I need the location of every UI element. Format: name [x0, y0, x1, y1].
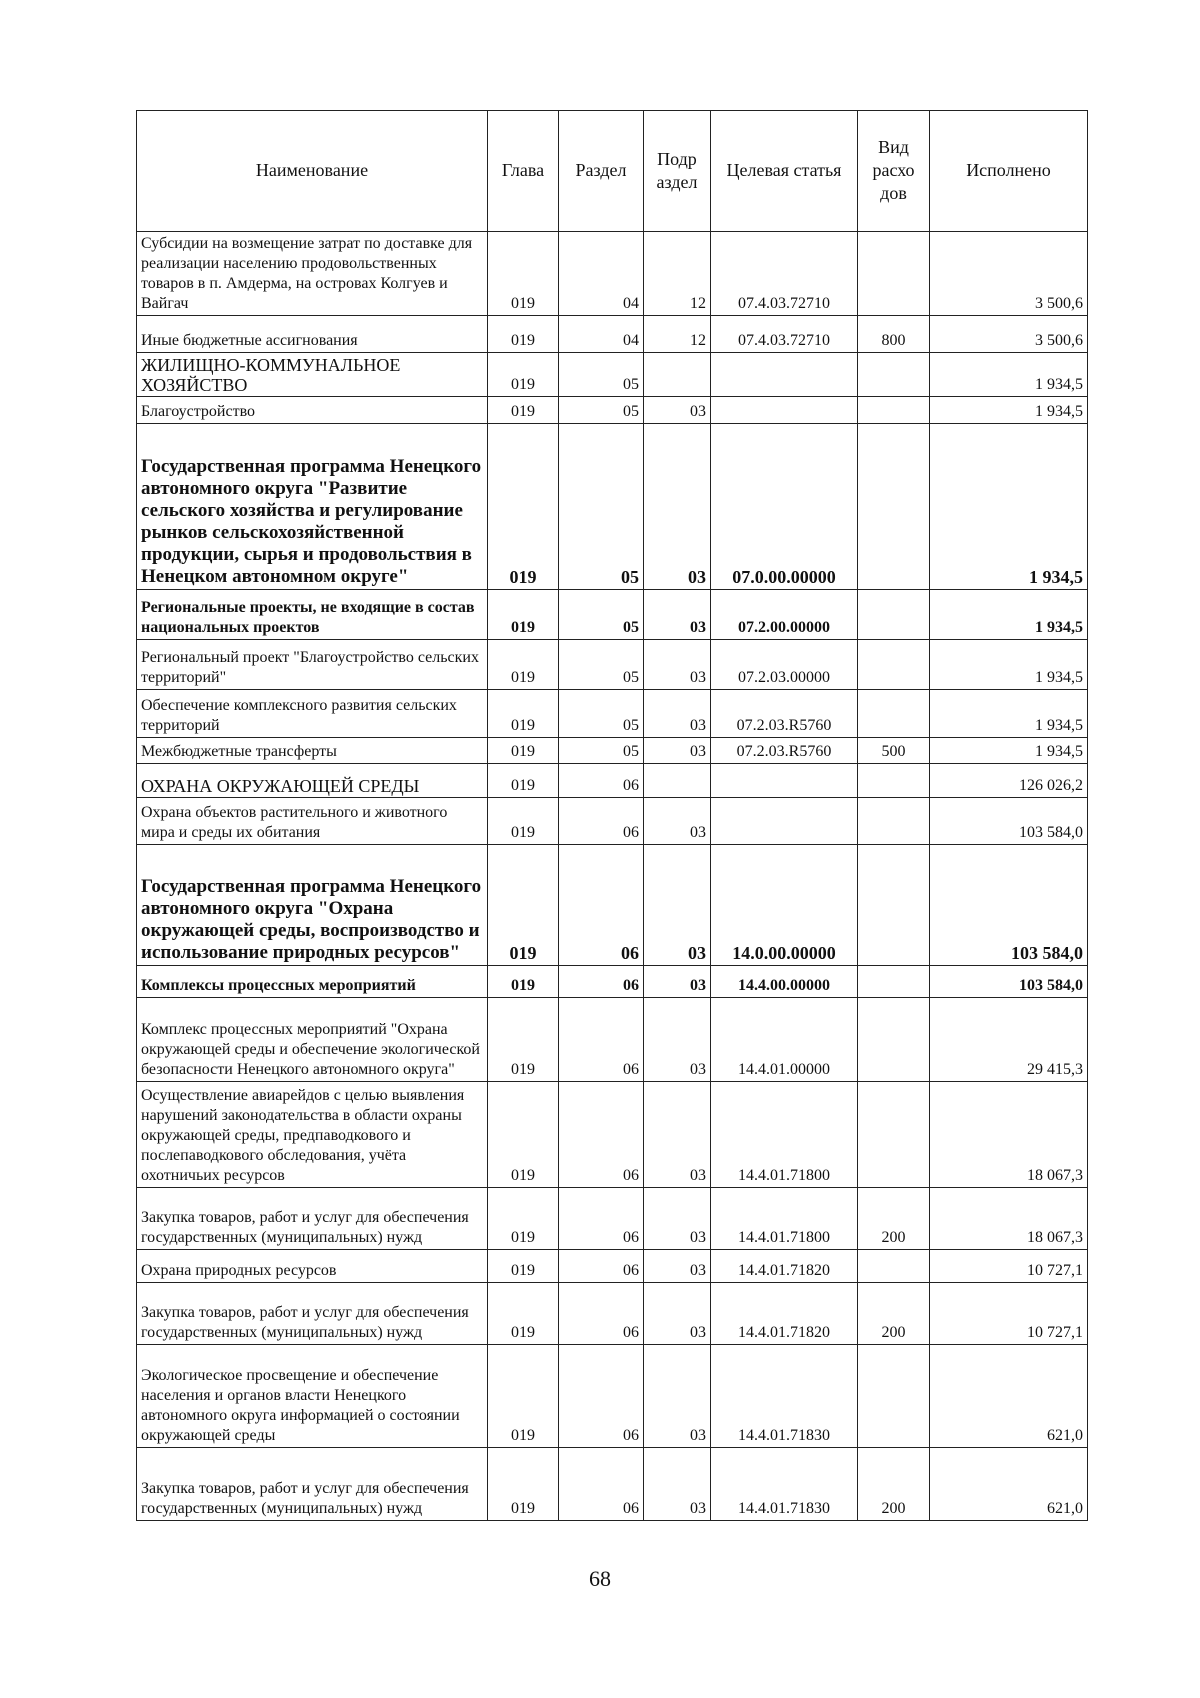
row-celevaya: 14.4.01.71820 — [711, 1283, 858, 1345]
row-name: Закупка товаров, работ и услуг для обеспечения государственных (муниципальных) нужд — [137, 1188, 488, 1250]
row-name: ЖИЛИЩНО-КОММУНАЛЬНОЕ ХОЗЯЙСТВО — [137, 353, 488, 397]
row-podrazdel: 12 — [644, 316, 711, 353]
row-ispolneno: 621,0 — [930, 1448, 1088, 1521]
row-razdel: 06 — [559, 1250, 644, 1283]
row-vid: 200 — [858, 1283, 930, 1345]
row-vid: 200 — [858, 1448, 930, 1521]
row-vid: 200 — [858, 1188, 930, 1250]
row-razdel: 05 — [559, 640, 644, 690]
table-row — [137, 1250, 1088, 1283]
row-podrazdel — [644, 764, 711, 798]
row-vid — [858, 232, 930, 316]
row-vid — [858, 966, 930, 998]
row-glava: 019 — [488, 424, 559, 590]
row-razdel: 06 — [559, 1345, 644, 1448]
row-ispolneno: 29 415,3 — [930, 998, 1088, 1082]
row-vid: 500 — [858, 738, 930, 764]
table-row — [137, 966, 1088, 998]
row-vid — [858, 424, 930, 590]
row-razdel: 06 — [559, 1188, 644, 1250]
table-row — [137, 316, 1088, 353]
header-celevaya: Целевая статья — [711, 111, 858, 232]
row-razdel: 05 — [559, 397, 644, 424]
row-vid — [858, 590, 930, 640]
row-razdel: 06 — [559, 1082, 644, 1188]
table-row — [137, 845, 1088, 966]
row-celevaya: 07.2.03.00000 — [711, 640, 858, 690]
row-name: Охрана объектов растительного и животного мира и среды их обитания — [137, 798, 488, 845]
row-razdel: 06 — [559, 798, 644, 845]
row-glava: 019 — [488, 998, 559, 1082]
row-podrazdel — [644, 353, 711, 397]
row-podrazdel: 03 — [644, 690, 711, 738]
row-name: Региональные проекты, не входящие в состав национальных проектов — [137, 590, 488, 640]
row-glava: 019 — [488, 590, 559, 640]
row-celevaya — [711, 764, 858, 798]
row-name: Закупка товаров, работ и услуг для обеспечения государственных (муниципальных) нужд — [137, 1283, 488, 1345]
table-row — [137, 798, 1088, 845]
header-ispolneno: Исполнено — [930, 111, 1088, 232]
row-podrazdel: 03 — [644, 1448, 711, 1521]
row-razdel: 05 — [559, 690, 644, 738]
row-vid — [858, 640, 930, 690]
row-razdel: 04 — [559, 316, 644, 353]
row-podrazdel: 03 — [644, 966, 711, 998]
row-vid — [858, 798, 930, 845]
row-celevaya: 07.4.03.72710 — [711, 316, 858, 353]
table-row — [137, 397, 1088, 424]
row-ispolneno: 103 584,0 — [930, 966, 1088, 998]
row-celevaya: 14.4.01.00000 — [711, 998, 858, 1082]
row-celevaya: 07.2.03.R5760 — [711, 690, 858, 738]
budget-execution-table — [136, 110, 1088, 1521]
row-celevaya: 14.4.01.71800 — [711, 1082, 858, 1188]
table-row — [137, 1283, 1088, 1345]
row-vid — [858, 690, 930, 738]
row-podrazdel: 03 — [644, 1283, 711, 1345]
row-razdel: 05 — [559, 424, 644, 590]
row-podrazdel: 03 — [644, 1188, 711, 1250]
header-name: Наименование — [137, 111, 488, 232]
table-row — [137, 764, 1088, 798]
row-name: Комплекс процессных мероприятий "Охрана окружающей среды и обеспечение экологической безопасности Ненецкого автономного округа" — [137, 998, 488, 1082]
row-podrazdel: 03 — [644, 1345, 711, 1448]
table-row — [137, 1448, 1088, 1521]
header-glava: Глава — [488, 111, 559, 232]
row-podrazdel: 12 — [644, 232, 711, 316]
row-glava: 019 — [488, 640, 559, 690]
row-glava: 019 — [488, 764, 559, 798]
row-celevaya — [711, 353, 858, 397]
row-vid — [858, 397, 930, 424]
row-celevaya: 07.2.03.R5760 — [711, 738, 858, 764]
table-row — [137, 232, 1088, 316]
row-glava: 019 — [488, 316, 559, 353]
row-vid — [858, 353, 930, 397]
row-ispolneno: 1 934,5 — [930, 424, 1088, 590]
row-celevaya: 14.4.01.71820 — [711, 1250, 858, 1283]
row-ispolneno: 1 934,5 — [930, 738, 1088, 764]
table-row — [137, 424, 1088, 590]
row-podrazdel: 03 — [644, 845, 711, 966]
row-vid — [858, 998, 930, 1082]
row-razdel: 05 — [559, 353, 644, 397]
row-glava: 019 — [488, 845, 559, 966]
row-ispolneno: 10 727,1 — [930, 1283, 1088, 1345]
row-ispolneno: 103 584,0 — [930, 845, 1088, 966]
header-vid: Вид расхо дов — [858, 111, 930, 232]
table-row — [137, 590, 1088, 640]
table-row — [137, 738, 1088, 764]
table-row — [137, 353, 1088, 397]
page-number: 68 — [589, 1566, 611, 1591]
row-name: Государственная программа Ненецкого автономного округа "Охрана окружающей среды, воспроизводство и использование природных ресурсов" — [137, 845, 488, 966]
row-razdel: 06 — [559, 764, 644, 798]
row-razdel: 04 — [559, 232, 644, 316]
row-ispolneno: 18 067,3 — [930, 1082, 1088, 1188]
row-vid — [858, 1345, 930, 1448]
row-ispolneno: 1 934,5 — [930, 690, 1088, 738]
row-podrazdel: 03 — [644, 738, 711, 764]
row-celevaya: 07.0.00.00000 — [711, 424, 858, 590]
row-glava: 019 — [488, 966, 559, 998]
row-razdel: 06 — [559, 966, 644, 998]
row-celevaya — [711, 798, 858, 845]
row-glava: 019 — [488, 690, 559, 738]
table-header-row — [137, 111, 1088, 232]
row-glava: 019 — [488, 232, 559, 316]
row-razdel: 05 — [559, 738, 644, 764]
row-name: Государственная программа Ненецкого автономного округа "Развитие сельского хозяйства и регулирование рынков сельскохозяйственной продукции, сырья и продовольствия в Ненецком автономном округе" — [137, 424, 488, 590]
row-name: Межбюджетные трансферты — [137, 738, 488, 764]
row-ispolneno: 103 584,0 — [930, 798, 1088, 845]
row-glava: 019 — [488, 1250, 559, 1283]
row-glava: 019 — [488, 353, 559, 397]
row-name: Охрана природных ресурсов — [137, 1250, 488, 1283]
table-row — [137, 1345, 1088, 1448]
row-podrazdel: 03 — [644, 397, 711, 424]
row-razdel: 06 — [559, 998, 644, 1082]
row-razdel: 05 — [559, 590, 644, 640]
row-podrazdel: 03 — [644, 640, 711, 690]
table-row — [137, 1082, 1088, 1188]
row-name: Комплексы процессных мероприятий — [137, 966, 488, 998]
row-ispolneno: 1 934,5 — [930, 397, 1088, 424]
row-name: Экологическое просвещение и обеспечение населения и органов власти Ненецкого автономного округа информацией о состоянии окружающей среды — [137, 1345, 488, 1448]
header-razdel: Раздел — [559, 111, 644, 232]
row-podrazdel: 03 — [644, 1082, 711, 1188]
table-row — [137, 1188, 1088, 1250]
row-glava: 019 — [488, 1345, 559, 1448]
row-name: Региональный проект "Благоустройство сельских территорий" — [137, 640, 488, 690]
header-podrazdel: Подр аздел — [644, 111, 711, 232]
row-ispolneno: 1 934,5 — [930, 590, 1088, 640]
row-vid — [858, 845, 930, 966]
row-ispolneno: 3 500,6 — [930, 232, 1088, 316]
row-ispolneno: 18 067,3 — [930, 1188, 1088, 1250]
row-podrazdel: 03 — [644, 998, 711, 1082]
row-celevaya: 14.0.00.00000 — [711, 845, 858, 966]
row-celevaya: 14.4.01.71830 — [711, 1448, 858, 1521]
row-razdel: 06 — [559, 1283, 644, 1345]
row-name: Иные бюджетные ассигнования — [137, 316, 488, 353]
row-celevaya: 14.4.01.71830 — [711, 1345, 858, 1448]
row-glava: 019 — [488, 1188, 559, 1250]
row-razdel: 06 — [559, 845, 644, 966]
table-row — [137, 998, 1088, 1082]
row-celevaya: 07.2.00.00000 — [711, 590, 858, 640]
row-name: Закупка товаров, работ и услуг для обеспечения государственных (муниципальных) нужд — [137, 1448, 488, 1521]
row-celevaya: 14.4.00.00000 — [711, 966, 858, 998]
row-ispolneno: 10 727,1 — [930, 1250, 1088, 1283]
row-glava: 019 — [488, 738, 559, 764]
table-row — [137, 690, 1088, 738]
row-vid — [858, 1250, 930, 1283]
row-name: Осуществление авиарейдов с целью выявления нарушений законодательства в области охраны окружающей среды, предпаводкового и послепаводкового обследования, учёта охотничьих ресурсов — [137, 1082, 488, 1188]
row-podrazdel: 03 — [644, 798, 711, 845]
table-row — [137, 640, 1088, 690]
row-ispolneno: 1 934,5 — [930, 353, 1088, 397]
row-ispolneno: 621,0 — [930, 1345, 1088, 1448]
row-name: Субсидии на возмещение затрат по доставке для реализации населению продовольственных товаров в п. Амдерма, на островах Колгуев и Вайгач — [137, 232, 488, 316]
row-glava: 019 — [488, 798, 559, 845]
row-ispolneno: 1 934,5 — [930, 640, 1088, 690]
row-glava: 019 — [488, 397, 559, 424]
row-glava: 019 — [488, 1082, 559, 1188]
row-celevaya — [711, 397, 858, 424]
row-name: ОХРАНА ОКРУЖАЮЩЕЙ СРЕДЫ — [137, 764, 488, 798]
row-vid — [858, 764, 930, 798]
row-podrazdel: 03 — [644, 590, 711, 640]
row-glava: 019 — [488, 1283, 559, 1345]
row-ispolneno: 3 500,6 — [930, 316, 1088, 353]
row-glava: 019 — [488, 1448, 559, 1521]
row-razdel: 06 — [559, 1448, 644, 1521]
row-podrazdel: 03 — [644, 424, 711, 590]
row-vid: 800 — [858, 316, 930, 353]
row-ispolneno: 126 026,2 — [930, 764, 1088, 798]
row-name: Обеспечение комплексного развития сельских территорий — [137, 690, 488, 738]
row-podrazdel: 03 — [644, 1250, 711, 1283]
row-vid — [858, 1082, 930, 1188]
row-celevaya: 14.4.01.71800 — [711, 1188, 858, 1250]
row-name: Благоустройство — [137, 397, 488, 424]
row-celevaya: 07.4.03.72710 — [711, 232, 858, 316]
